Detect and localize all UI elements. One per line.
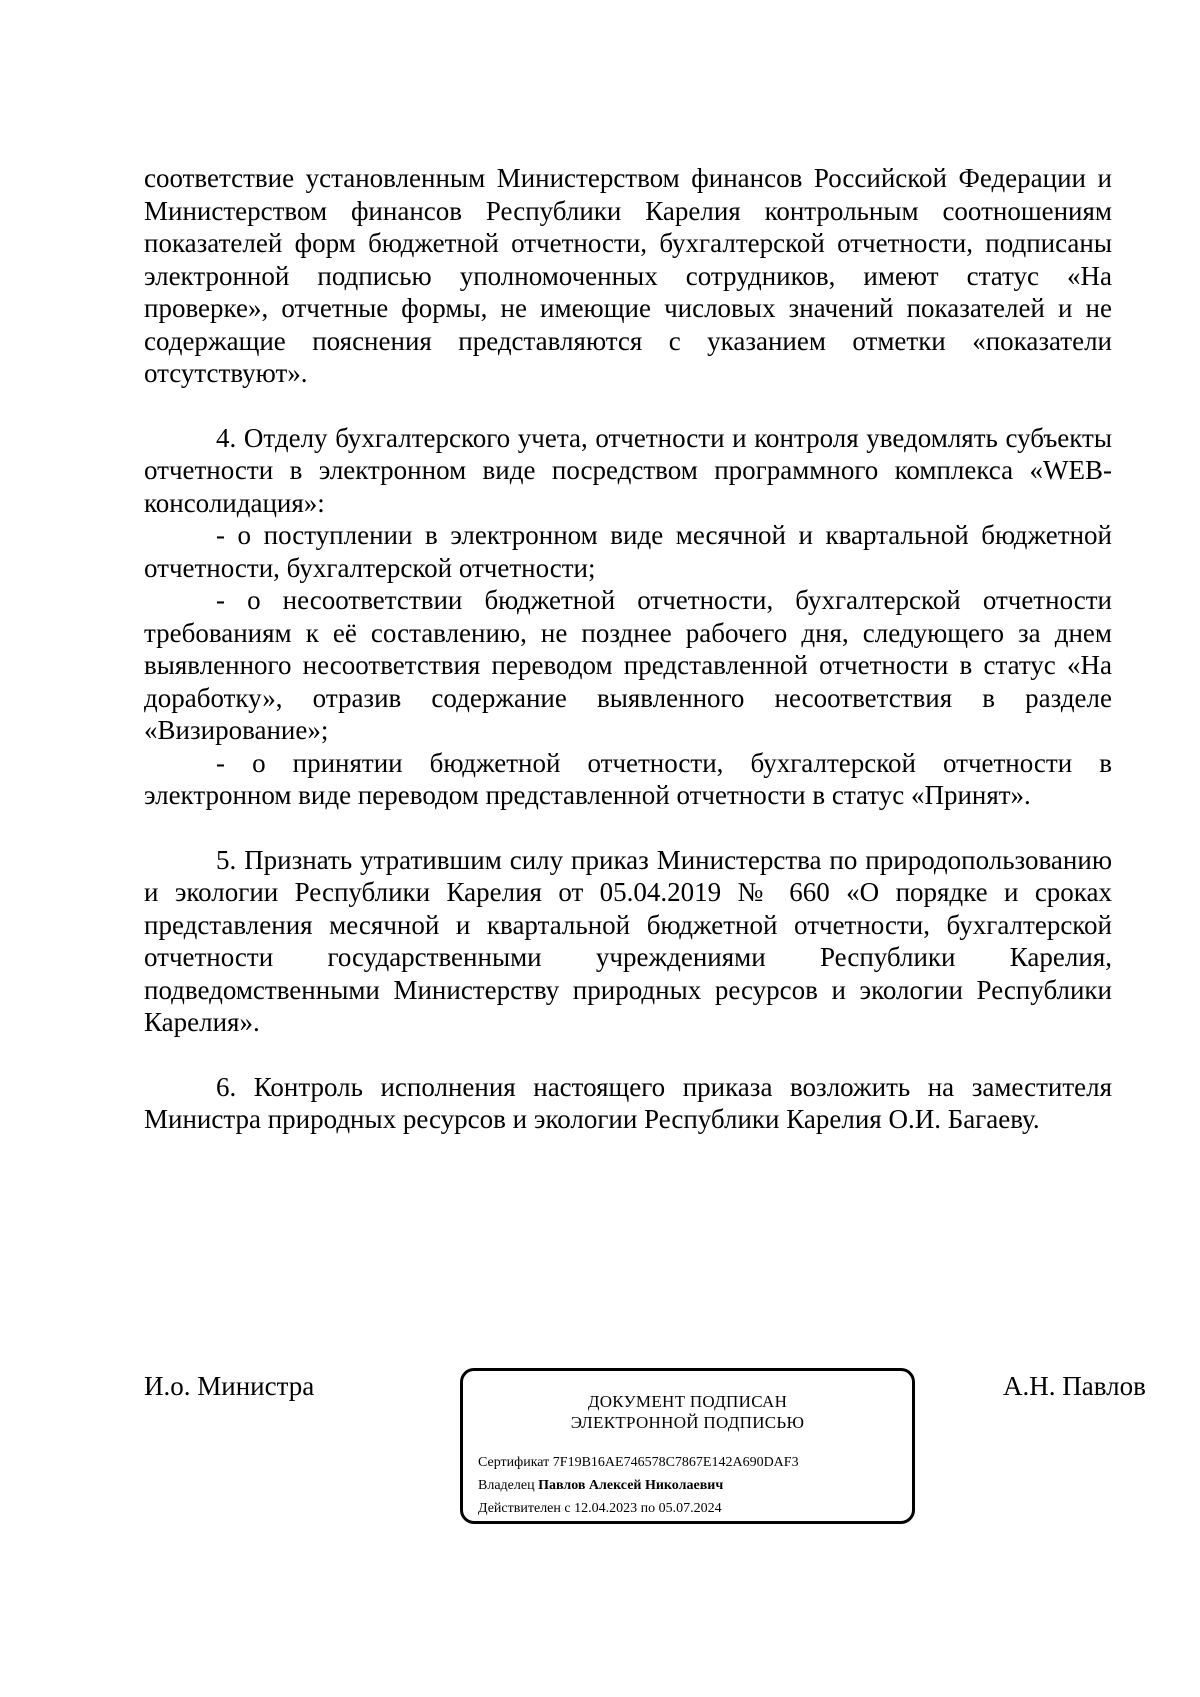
stamp-title bbox=[463, 1391, 912, 1433]
paragraph-item-5: 5. Признать утратившим силу приказ Министерства по природопользованию и экологии Республики Карелия от 05.04.2019 № 660 «О порядке и сроках представления месячной и квартальной бюджетной отчетности, бухгалтерской отчетности государственными учреждениями Республики Карелия, подведомственными Министерству природных ресурсов и экологии Республики Карелия». bbox=[144, 844, 1112, 1037]
stamp-owner-value: Павлов Алексей Николаевич bbox=[538, 1478, 724, 1493]
paragraph-item-4-bullet-1: - о поступлении в электронном виде месячной и квартальной бюджетной отчетности, бухгалтерской отчетности; bbox=[144, 520, 1112, 583]
stamp-owner-row bbox=[478, 1474, 799, 1497]
electronic-signature-stamp bbox=[460, 1368, 915, 1524]
stamp-valid-to-label: по bbox=[640, 1501, 656, 1516]
stamp-valid-label: Действителен bbox=[478, 1501, 561, 1516]
stamp-title-line-1: ДОКУМЕНТ ПОДПИСАН bbox=[587, 1392, 788, 1411]
document-body bbox=[144, 162, 1112, 1136]
paragraph-continuation: соответствие установленным Министерством финансов Российской Федерации и Министерством финансов Республики Карелия контрольным соотношениям показателей форм бюджетной отчетности, бухгалтерской отчетности, подписаны электронной подписью уполномоченных сотрудников, имеют статус «На проверке», отчетные формы, не имеющие числовых значений показателей и не содержащие пояснения представляются с указанием отметки «показатели отсутствуют». bbox=[144, 163, 1112, 388]
paragraph-item-4-bullet-3: - о принятии бюджетной отчетности, бухгалтерской отчетности в электронном виде переводом представленной отчетности в статус «Принят». bbox=[144, 747, 1112, 810]
stamp-valid-from-label: с bbox=[564, 1501, 571, 1516]
signatory-name: А.Н. Павлов bbox=[1003, 1371, 1146, 1401]
paragraph-item-6: 6. Контроль исполнения настоящего приказа возложить на заместителя Министра природных ресурсов и экологии Республики Карелия О.И. Багаеву. bbox=[144, 1071, 1112, 1134]
stamp-certificate-label: Сертификат bbox=[478, 1455, 550, 1470]
stamp-details bbox=[478, 1451, 799, 1520]
stamp-title-line-2: ЭЛЕКТРОННОЙ ПОДПИСЬЮ bbox=[570, 1413, 805, 1432]
stamp-valid-from: 12.04.2023 bbox=[574, 1501, 638, 1516]
stamp-validity-row bbox=[478, 1497, 799, 1520]
paragraph-item-4: 4. Отделу бухгалтерского учета, отчетности и контроля уведомлять субъекты отчетности в электронном виде посредством программного комплекса «WEB-консолидация»: bbox=[144, 422, 1112, 518]
stamp-certificate-value: 7F19B16AE746578C7867E142A690DAF3 bbox=[552, 1455, 799, 1470]
signatory-position: И.о. Министра bbox=[144, 1371, 315, 1401]
paragraph-item-4-bullet-2: - о несоответствии бюджетной отчетности, бухгалтерской отчетности требованиям к её составлению, не позднее рабочего дня, следующего за днем выявленного несоответствия переводом представленной отчетности в статус «На доработку», отразив содержание выявленного несоответствия в разделе «Визирование»; bbox=[144, 585, 1112, 745]
stamp-owner-label: Владелец bbox=[478, 1478, 535, 1493]
stamp-certificate-row bbox=[478, 1451, 799, 1474]
stamp-valid-to: 05.07.2024 bbox=[658, 1501, 722, 1516]
